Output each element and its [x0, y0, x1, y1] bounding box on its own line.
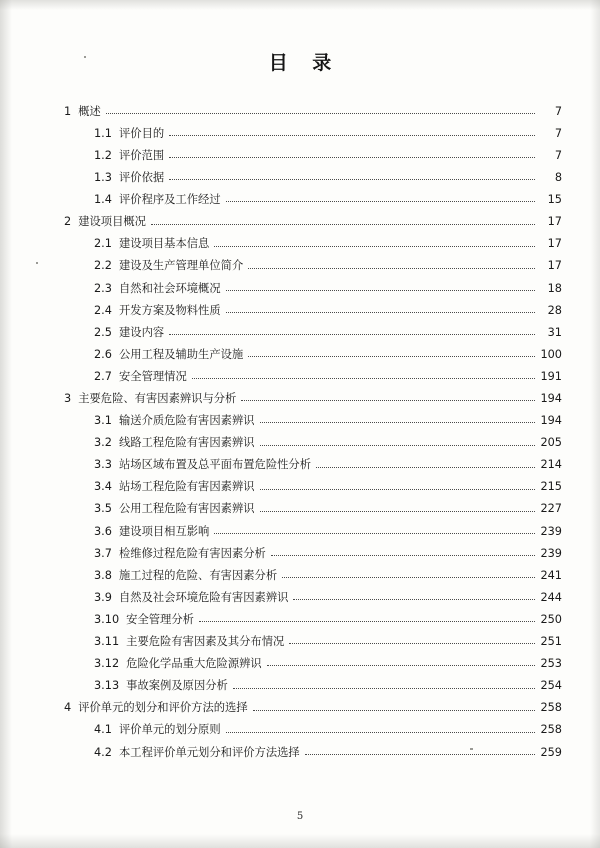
toc-entry[interactable] [42, 493, 562, 515]
toc-leader-dots [169, 178, 535, 180]
toc-leader-dots [282, 576, 535, 578]
toc-entry-page: 17 [547, 237, 562, 251]
toc-entry[interactable] [42, 95, 562, 117]
toc-entry[interactable] [42, 647, 562, 669]
toc-leader-dots [260, 510, 535, 512]
toc-entry-page: 244 [540, 590, 562, 604]
toc-entry-title: 建设及生产管理单位简介 [118, 259, 244, 273]
toc-entry-number: 4.1 [94, 723, 112, 737]
toc-entry[interactable] [42, 294, 562, 316]
toc-entry-number: 3.4 [94, 480, 112, 494]
toc-entry[interactable] [42, 404, 562, 426]
toc-entry-page: 259 [540, 745, 562, 759]
toc-entry-page: 251 [540, 635, 562, 649]
toc-entry-page: 191 [540, 369, 562, 383]
toc-entry-title: 本工程评价单元划分和评价方法选择 [118, 745, 300, 759]
toc-entry-number: 3 [64, 392, 72, 406]
toc-leader-dots [199, 620, 535, 622]
toc-entry-title: 建设项目概况 [78, 215, 146, 229]
toc-entry-title: 开发方案及物料性质 [118, 303, 221, 317]
toc-entry-number: 4.2 [94, 745, 112, 759]
toc-entry[interactable] [42, 471, 562, 493]
toc-entry-page: 31 [547, 325, 562, 339]
toc-entry-title: 评价范围 [118, 148, 165, 162]
toc-entry-title: 自然及社会环境危险有害因素辨识 [118, 590, 289, 604]
toc-leader-dots [260, 421, 535, 423]
toc-entry-page: 8 [554, 171, 562, 185]
toc-entry-page: 254 [540, 679, 562, 693]
toc-entry-page: 239 [540, 546, 562, 560]
toc-entry[interactable] [42, 714, 562, 736]
toc-entry-page: 7 [554, 148, 562, 162]
toc-entry-title: 自然和社会环境概况 [118, 281, 221, 295]
toc-leader-dots [214, 245, 535, 247]
toc-entry-number: 3.8 [94, 568, 112, 582]
toc-entry-number: 3.9 [94, 590, 112, 604]
toc-leader-dots [241, 399, 535, 401]
toc-entry-number: 4 [64, 701, 72, 715]
toc-entry-number: 2.5 [94, 325, 112, 339]
toc-entry[interactable] [42, 449, 562, 471]
toc-entry-title: 事故案例及原因分析 [126, 679, 228, 693]
toc-entry-page: 28 [547, 303, 562, 317]
toc-entry[interactable] [42, 382, 562, 404]
toc-entry-number: 3.11 [94, 635, 120, 649]
toc-entry[interactable] [42, 272, 562, 294]
toc-entry-title: 危险化学品重大危险源辨识 [126, 657, 262, 671]
toc-entry-number: 3.12 [94, 657, 120, 671]
toc-entry-number: 3.13 [94, 679, 120, 693]
toc-leader-dots [151, 223, 535, 225]
toc-leader-dots [305, 753, 535, 755]
toc-leader-dots [293, 598, 535, 600]
toc-entry-title: 输送介质危险有害因素辨识 [118, 414, 255, 428]
toc-entry-number: 2.1 [94, 237, 112, 251]
toc-entry-title: 建设项目基本信息 [118, 237, 210, 251]
toc-entry-title: 施工过程的危险、有害因素分析 [118, 568, 278, 582]
toc-entry-title: 评价目的 [118, 126, 165, 140]
toc-entry-number: 2.4 [94, 303, 112, 317]
toc-entry-title: 线路工程危险有害因素辨识 [118, 436, 255, 450]
toc-entry-page: 194 [540, 392, 562, 406]
toc-entry-title: 建设内容 [118, 325, 165, 339]
toc-entry-page: 194 [540, 414, 562, 428]
toc-entry[interactable] [42, 669, 562, 691]
page-number: 5 [296, 811, 304, 822]
toc-entry[interactable] [42, 426, 562, 448]
toc-entry[interactable] [42, 338, 562, 360]
toc-entry-page: 215 [540, 480, 562, 494]
toc-entry-number: 3.7 [94, 546, 112, 560]
toc-leader-dots [226, 289, 535, 291]
toc-entry-title: 评价单元的划分和评价方法的选择 [78, 701, 248, 715]
toc-entry-number: 3.1 [94, 414, 112, 428]
toc-entry-title: 检维修过程危险有害因素分析 [118, 546, 266, 560]
toc-entry-title: 主要危险有害因素及其分布情况 [126, 635, 285, 649]
toc-entry-page: 17 [547, 259, 562, 273]
toc-entry-title: 站场工程危险有害因素辨识 [118, 480, 255, 494]
toc-entry-page: 239 [540, 524, 562, 538]
toc-entry-title: 建设项目相互影响 [118, 524, 210, 538]
toc-leader-dots [226, 311, 535, 313]
toc-entry[interactable] [42, 139, 562, 161]
toc-entry-page: 100 [540, 347, 562, 361]
toc-entry[interactable] [42, 692, 562, 714]
toc-entry-number: 2.3 [94, 281, 112, 295]
toc-entry-title: 评价单元的划分原则 [118, 723, 221, 737]
toc-leader-dots [169, 134, 535, 136]
toc-entry[interactable] [42, 515, 562, 537]
toc-entry-title: 公用工程及辅助生产设施 [118, 347, 244, 361]
toc-leader-dots [192, 377, 535, 379]
toc-leader-dots [289, 642, 535, 644]
toc-entry-page: 7 [554, 126, 562, 140]
toc-entry[interactable] [42, 603, 562, 625]
toc-leader-dots [271, 554, 535, 556]
toc-entry-page: 15 [547, 193, 562, 207]
toc-entry[interactable] [42, 736, 562, 758]
toc-leader-dots [260, 488, 535, 490]
toc-entry-page: 253 [540, 657, 562, 671]
toc-entry-number: 1.1 [94, 126, 112, 140]
toc-entry[interactable] [42, 316, 562, 338]
toc-entry-number: 2.2 [94, 259, 112, 273]
toc-entry-page: 258 [540, 701, 562, 715]
toc-entry-title: 评价程序及工作经过 [118, 193, 221, 207]
toc-entry-number: 3.5 [94, 502, 112, 516]
toc-entry-title: 安全管理分析 [126, 612, 194, 626]
toc-entry-page: 258 [540, 723, 562, 737]
toc-leader-dots [214, 532, 535, 534]
toc-entry-number: 3.6 [94, 524, 112, 538]
toc-entry-number: 3.10 [94, 612, 120, 626]
toc-entry-page: 17 [547, 215, 562, 229]
toc-entry[interactable] [42, 537, 562, 559]
toc-entry-title: 概述 [78, 104, 101, 118]
toc-leader-dots [169, 156, 535, 158]
toc-entry-page: 214 [540, 458, 562, 472]
toc-entry-number: 1.4 [94, 193, 112, 207]
toc-entry-page: 18 [547, 281, 562, 295]
toc-entry-page: 205 [540, 436, 562, 450]
toc-entry-title: 公用工程危险有害因素辨识 [118, 502, 255, 516]
toc-entry[interactable] [42, 250, 562, 272]
toc-leader-dots [316, 466, 535, 468]
toc-entry[interactable] [42, 228, 562, 250]
toc-entry-page: 227 [540, 502, 562, 516]
toc-leader-dots [226, 200, 535, 202]
toc-entry-number: 2 [64, 215, 72, 229]
toc-leader-dots [226, 731, 535, 733]
toc-entry[interactable] [42, 360, 562, 382]
toc-entry-number: 2.7 [94, 369, 112, 383]
toc-entry-number: 3.3 [94, 458, 112, 472]
toc-entry-title: 主要危险、有害因素辨识与分析 [78, 392, 237, 406]
toc-entry-number: 3.2 [94, 436, 112, 450]
toc-leader-dots [260, 444, 535, 446]
toc-leader-dots [248, 267, 535, 269]
toc-entry[interactable] [42, 625, 562, 647]
toc-entry-title: 站场区域布置及总平面布置危险性分析 [118, 458, 312, 472]
toc-entry-title: 评价依据 [118, 171, 165, 185]
toc-entry-number: 1.2 [94, 148, 112, 162]
toc-entry-number: 2.6 [94, 347, 112, 361]
toc-leader-dots [248, 355, 535, 357]
toc-leader-dots [169, 333, 535, 335]
toc-entry-page: 241 [540, 568, 562, 582]
toc-leader-dots [233, 687, 535, 689]
toc-leader-dots [253, 709, 535, 711]
toc-entry[interactable] [42, 581, 562, 603]
toc-entry-title: 安全管理情况 [118, 369, 187, 383]
toc-entry[interactable] [42, 559, 562, 581]
toc-entry[interactable] [42, 161, 562, 183]
page-title: 目 录 [268, 52, 341, 74]
toc-entry-page: 7 [554, 104, 562, 118]
toc-entry-number: 1 [64, 104, 72, 118]
toc-entry[interactable] [42, 205, 562, 227]
toc-entry[interactable] [42, 183, 562, 205]
toc-leader-dots [106, 112, 535, 114]
toc-entry[interactable] [42, 117, 562, 139]
toc-entry-page: 250 [540, 612, 562, 626]
toc-leader-dots [267, 664, 535, 666]
toc-entry-number: 1.3 [94, 171, 112, 185]
table-of-contents [42, 95, 562, 758]
